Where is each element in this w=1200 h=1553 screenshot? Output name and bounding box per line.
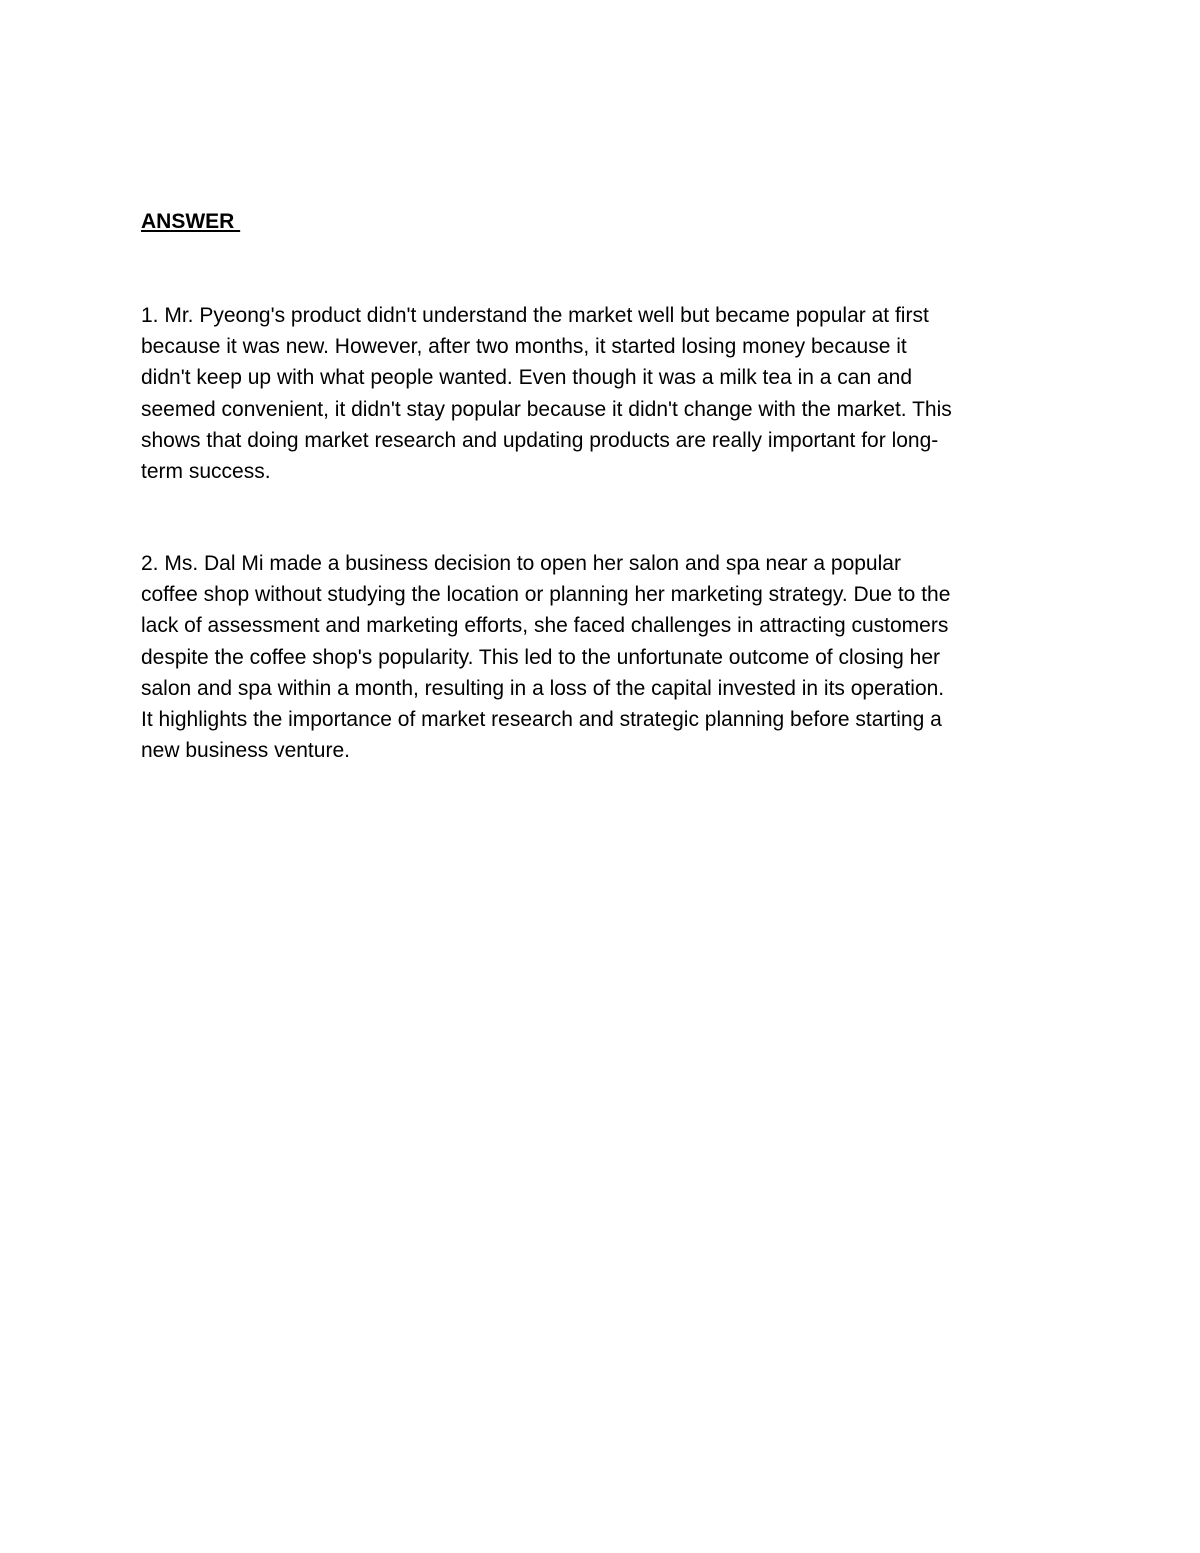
- answer-1-line: shows that doing market research and updating products are really important for long-: [141, 428, 939, 452]
- answer-1-line: 1. Mr. Pyeong's product didn't understand the market well but became popular at first: [141, 304, 929, 327]
- answer-2-line: It highlights the importance of market research and strategic planning before starting a: [141, 708, 942, 732]
- answer-1-line: didn't keep up with what people wanted. Even though it was a milk tea in a can and: [141, 366, 913, 390]
- page-heading: ANSWER: [141, 210, 241, 233]
- answer-2-line: lack of assessment and marketing efforts, she faced challenges in attracting customers: [141, 614, 949, 638]
- answer-paragraph-1: [141, 300, 1061, 487]
- answer-1-line: term success.: [141, 460, 271, 484]
- answer-2-line: new business venture.: [141, 739, 350, 763]
- answer-2-line: coffee shop without studying the location or planning her marketing strategy. Due to the: [141, 583, 951, 607]
- answer-2-line: 2. Ms. Dal Mi made a business decision to open her salon and spa near a popular: [141, 552, 901, 575]
- answer-1-line: because it was new. However, after two months, it started losing money because it: [141, 335, 907, 359]
- answer-2-line: salon and spa within a month, resulting in a loss of the capital invested in its operation.: [141, 676, 945, 700]
- answer-1-line: seemed convenient, it didn't stay popular because it didn't change with the market. This: [141, 397, 952, 421]
- answer-paragraph-2: [141, 548, 1061, 766]
- answer-2-line: despite the coffee shop's popularity. This led to the unfortunate outcome of closing her: [141, 645, 941, 669]
